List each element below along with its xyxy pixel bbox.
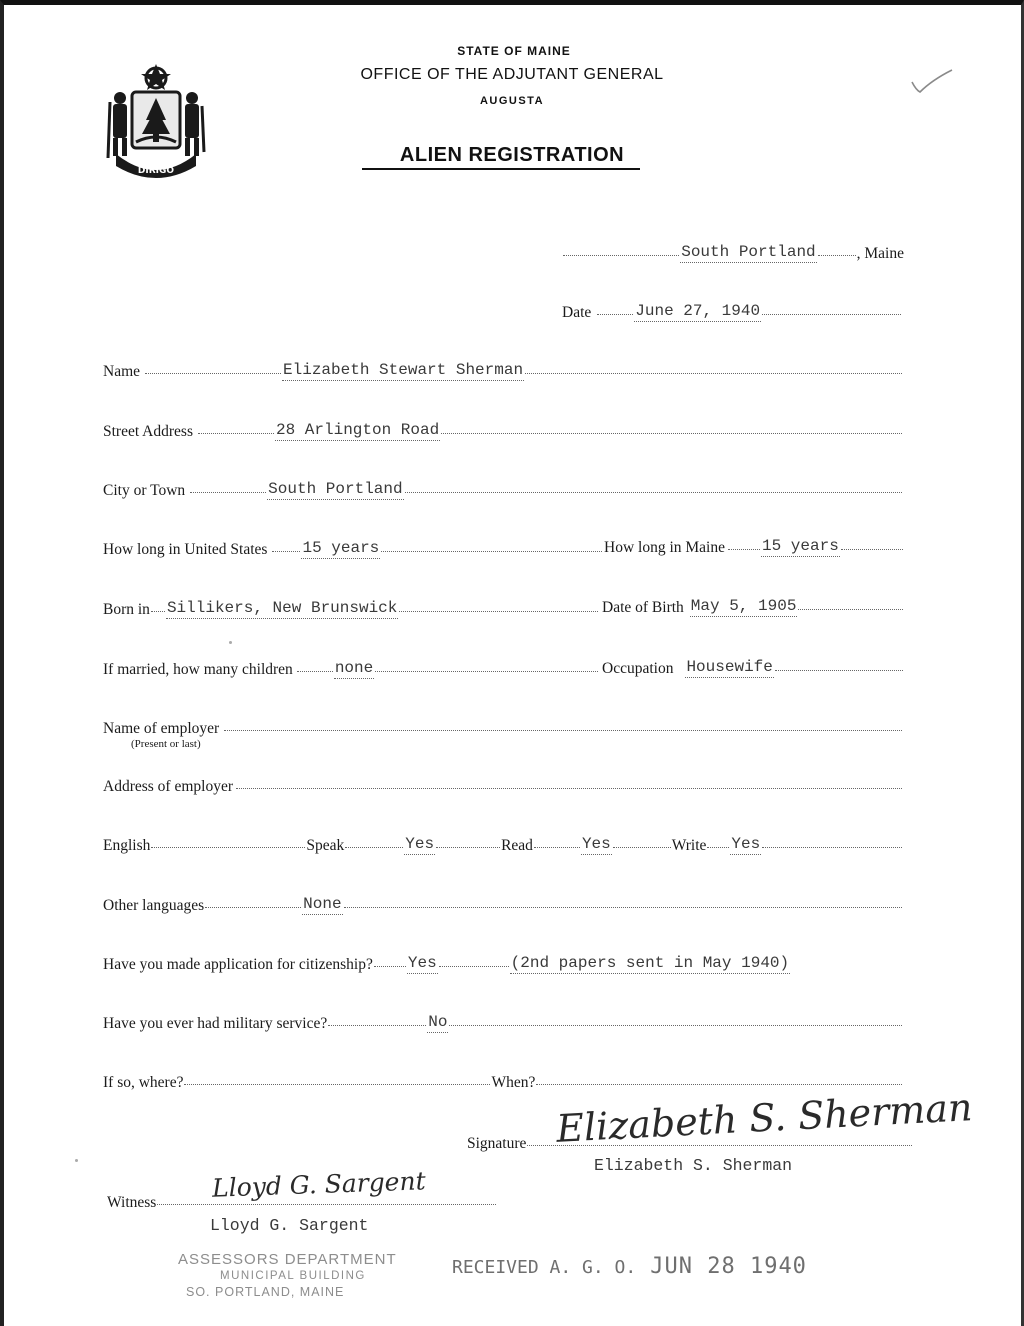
name-label: Name (103, 363, 141, 380)
signature-label: Signature (467, 1135, 527, 1152)
date-label: Date (562, 304, 592, 321)
dob-value: May 5, 1905 (690, 597, 797, 615)
header-state: STATE OF MAINE (457, 44, 571, 58)
employer-address-row (103, 778, 903, 802)
speak-label: Speak (306, 837, 345, 854)
occupation-row (602, 659, 904, 683)
assessors-stamp-line1: ASSESSORS DEPARTMENT (178, 1251, 397, 1268)
form-title: ALIEN REGISTRATION (399, 144, 625, 166)
years-us-label: How long in United States (103, 541, 268, 558)
years-us-row (103, 540, 603, 564)
english-label: English (103, 837, 151, 854)
write-value: Yes (731, 835, 761, 853)
received-stamp-date: JUN 28 1940 (650, 1254, 807, 1279)
employer-address-label: Address of employer (103, 778, 233, 795)
signature-typed: Elizabeth S. Sherman (594, 1156, 793, 1175)
received-stamp-label: RECEIVED A. G. O. (452, 1257, 637, 1278)
born-in-row (103, 600, 599, 624)
read-value: Yes (581, 835, 611, 853)
date-row (562, 303, 902, 327)
born-in-value: Sillikers, New Brunswick (166, 599, 398, 617)
years-maine-row (604, 538, 904, 562)
city-label: City or Town (103, 482, 186, 499)
read-label: Read (501, 837, 533, 854)
dob-label: Date of Birth (602, 599, 684, 616)
citizenship-label: Have you made application for citizenship? (103, 956, 373, 973)
citizenship-row (103, 955, 933, 979)
years-us-value: 15 years (302, 539, 380, 557)
street-address-row (103, 422, 903, 446)
occupation-value: Housewife (686, 658, 773, 676)
children-value: none (334, 659, 374, 677)
other-languages-row (103, 896, 903, 920)
employer-name-label: Name of employer (103, 720, 220, 737)
other-languages-label: Other languages (103, 897, 205, 914)
write-label: Write (671, 837, 707, 854)
english-row (103, 836, 903, 860)
assessors-stamp-line3: SO. PORTLAND, MAINE (186, 1285, 345, 1299)
employer-name-sublabel: (Present or last) (131, 738, 201, 750)
signature-handwritten: Elizabeth S. Sherman (555, 1085, 974, 1151)
date-value: June 27, 1940 (635, 302, 761, 320)
military-label: Have you ever had military service? (103, 1015, 328, 1032)
place-row (562, 244, 904, 268)
place-suffix: , Maine (856, 245, 904, 262)
place-value: South Portland (681, 243, 816, 261)
military-where-label: If so, where? (103, 1074, 184, 1091)
checkmark-icon (908, 66, 956, 96)
witness-typed: Lloyd G. Sargent (210, 1216, 369, 1235)
svg-text:DIRIGO: DIRIGO (137, 166, 175, 176)
other-languages-value: None (303, 895, 342, 913)
years-maine-value: 15 years (761, 537, 839, 555)
street-address-value: 28 Arlington Road (275, 421, 440, 439)
city-row (103, 481, 903, 505)
witness-label: Witness (107, 1194, 157, 1211)
occupation-label: Occupation (602, 660, 674, 677)
citizenship-value: Yes (407, 954, 437, 972)
received-stamp (452, 1254, 807, 1279)
years-maine-label: How long in Maine (604, 539, 725, 556)
dob-row (602, 598, 904, 622)
citizenship-note: (2nd papers sent in May 1940) (510, 954, 790, 972)
assessors-stamp-line2: MUNICIPAL BUILDING (220, 1270, 366, 1282)
header-city: AUGUSTA (479, 95, 545, 107)
name-row (103, 362, 903, 386)
paper-speck (229, 641, 232, 644)
paper-speck (75, 1159, 78, 1162)
military-when-label: When? (491, 1074, 536, 1091)
header-office: OFFICE OF THE ADJUTANT GENERAL (360, 66, 664, 83)
born-in-label: Born in (103, 601, 150, 618)
children-row (103, 660, 599, 684)
speak-value: Yes (405, 835, 435, 853)
title-underline (362, 168, 640, 170)
witness-handwritten: Lloyd G. Sargent (211, 1166, 427, 1203)
city-value: South Portland (268, 480, 403, 498)
military-row (103, 1014, 903, 1038)
name-value: Elizabeth Stewart Sherman (283, 361, 524, 379)
street-address-label: Street Address (103, 423, 193, 440)
employer-name-row (103, 720, 903, 744)
children-label: If married, how many children (103, 661, 293, 678)
military-value: No (428, 1013, 448, 1031)
